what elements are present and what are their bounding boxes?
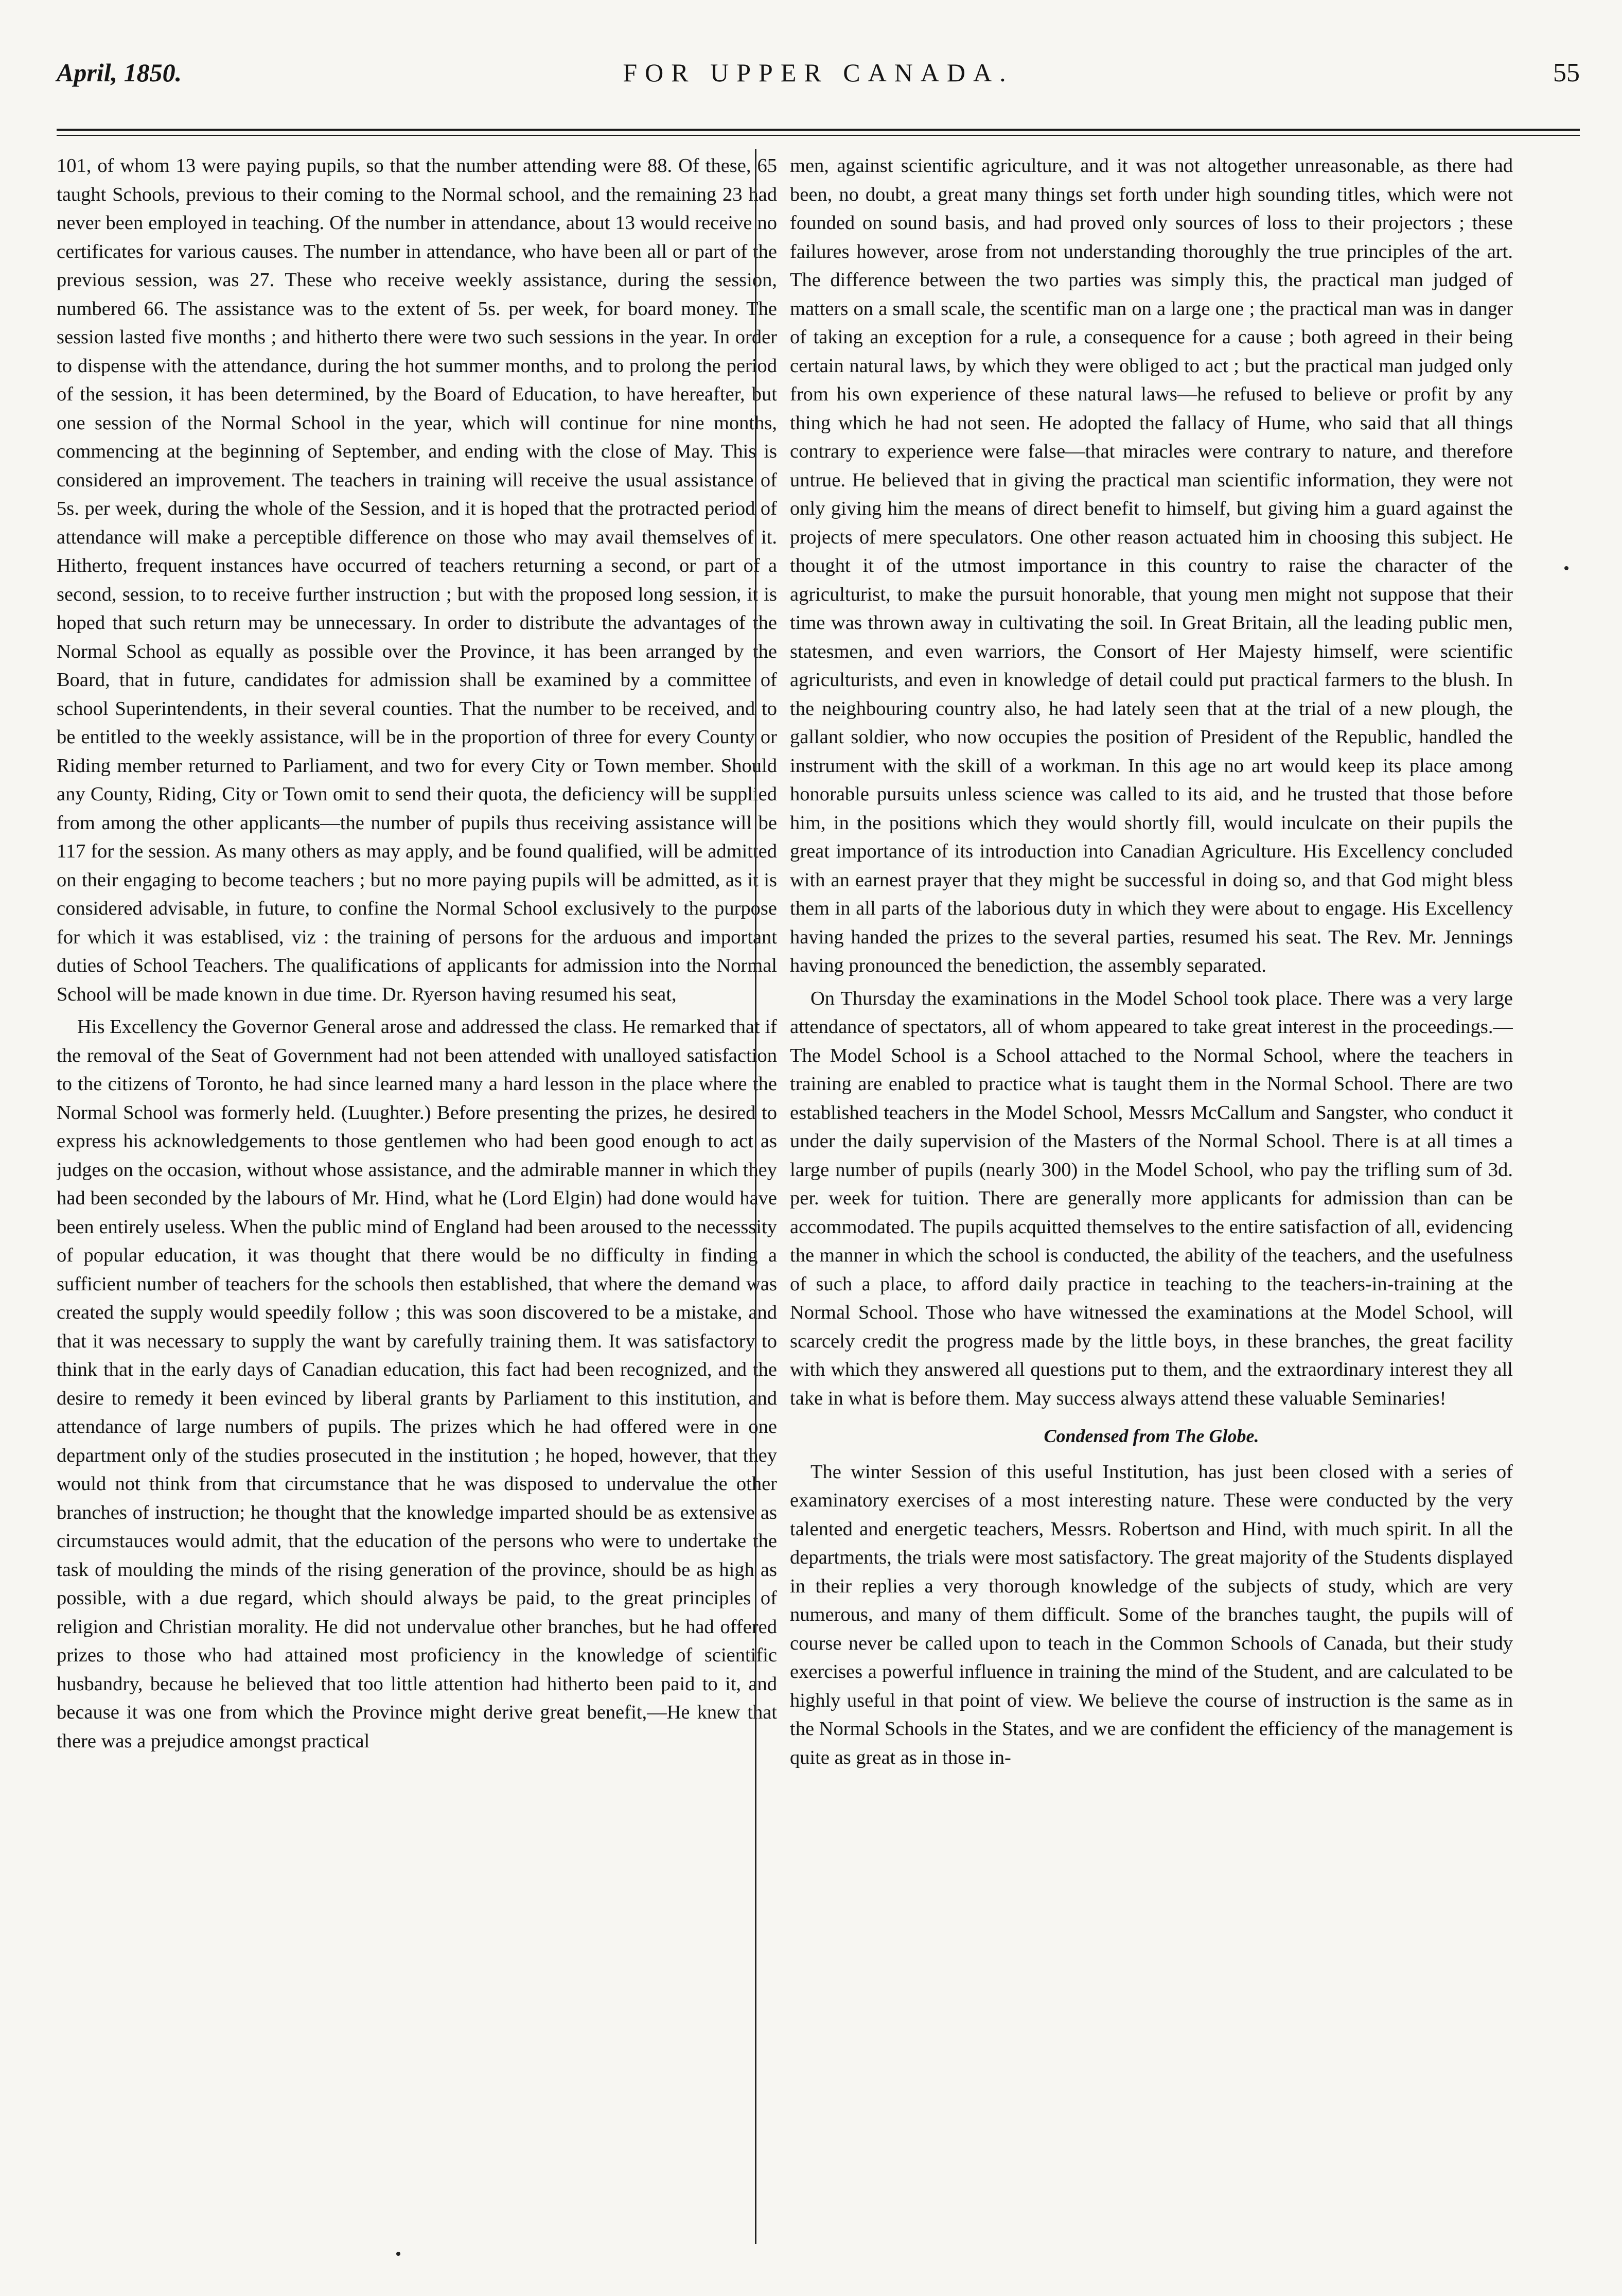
header-date: April, 1850. [57, 58, 182, 87]
page-number: 55 [1553, 58, 1580, 87]
header-rule-thin [57, 135, 1580, 136]
column-divider [755, 149, 756, 2244]
section-heading: Condensed from The Globe. [1044, 1426, 1259, 1446]
right-paragraph-1: men, against scientific agriculture, and it was not altogether unreasonable, as there had been, no doubt, a great many things set forth under high sounding titles, which were not founded on sound basis, and had proved only sources of loss to their projectors ; these failures however, arose from not understanding thoroughly the true principles of the art. The difference between the two parties was simply this, the practical man judged of matters on a small scale, the scentific man on a large one ; the practical man was in danger of taking an exception for a rule, a consequence for a cause ; both agreed in their being certain natural laws, by which they were obliged to act ; but the practical man judged only from his own experience of these natural laws—he refused to believe or profit by any thing which he had not seen. He adopted the fallacy of Hume, who said that all things contrary to experience were false—that miracles were contrary to nature, and therefore untrue. He believed that in giving the practical man scientific information, they were not only giving him the means of direct benefit to himself, but giving him a guard against the projects of mere speculators. One other reason actuated him in choosing this subject. He thought it of the utmost importance in this country to raise the character of the agriculturist, to make the pursuit honorable, that young men might not suppose that their time was thrown away in cultivating the soil. In Great Britain, all the leading public men, statesmen, and even warriors, the Consort of Her Majesty himself, were scientific agriculturists, and even in knowledge of detail could put practical farmers to the blush. In the neighbouring country also, he had lately seen that at the trial of a new plough, the gallant soldier, who now occupies the position of President of the Republic, handled the instrument with the skill of a workman. In this age no art would keep its place among honorable pursuits unless science was called to its aid, and he trusted that those before him, in the positions which they would shortly fill, would inculcate on their pupils the great importance of its introduction into Canadian Agriculture. His Excellency concluded with an earnest prayer that they might be successful in doing so, and that God might bless them in all parts of the laborious duty in which they were about to engage. His Excellency having handed the prizes to the several parties, resumed his seat. The Rev. Mr. Jennings having pronounced the benediction, the assembly separated. [790, 155, 1513, 976]
left-paragraph-2: His Excellency the Governor General arose and addressed the class. He remarked that if the removal of the Seat of Government had not been attended with unalloyed satisfaction to the citizens of Toronto, he had since learned many a hard lesson in the place where the Normal School was formerly held. (Luughter.) Before presenting the prizes, he desired to express his acknowledgements to those gentlemen who had been good enough to act as judges on the occasion, without whose assistance, and the admirable manner in which they had been seconded by the labours of Mr. Hind, what he (Lord Elgin) had done would have been entirely useless. When the public mind of England had been aroused to the necesssity of popular education, it was thought that there would be no difficulty in finding a sufficient number of teachers for the schools then established, that where the demand was created the supply would speedily follow ; this was soon discovered to be a mistake, and that it was necessary to supply the want by carefully training them. It was satisfactory to think that in the early days of Canadian education, this fact had been recognized, and the desire to remedy it been evinced by liberal grants by Parliament to this institution, and attendance of large numbers of pupils. The prizes which he had offered were in one department only of the studies prosecuted in the institution ; he hoped, however, that they would not think from that circumstance that he was disposed to undervalue the other branches of instruction; he thought that the knowledge imparted should be as extensive as circumstauces would admit, that the education of the persons who were to undertake the task of moulding the minds of the rising generation of the province, should be as high as possible, with a due regard, which should always be paid, to the great principles of religion and Christian morality. He did not undervalue other branches, but he had offered prizes to those who had attained most proficiency in the knowledge of scientific husbandry, because he believed that too little attention had hitherto been paid to it, and because it was one from which the Province might derive great benefit,—He knew that there was a prejudice amongst practical [57, 1016, 777, 1752]
right-column [790, 152, 1513, 2241]
left-column [57, 152, 777, 2241]
right-paragraph-2: On Thursday the examinations in the Model School took place. There was a very large attendance of spectators, all of whom appeared to take great interest in the proceedings.—The Model School is a School attached to the Normal School, where the teachers in training are enabled to practice what is taught them in the Normal School. There are two established teachers in the Model School, Messrs McCallum and Sangster, who conduct it under the daily supervision of the Masters of the Normal School. There is at all times a large number of pupils (nearly 300) in the Model School, who pay the trifling sum of 3d. per. week for tuition. There are generally more applicants for admission than can be accommodated. The pupils acquitted themselves to the entire satisfaction of all, evidencing the manner in which the school is conducted, the ability of the teachers, and the usefulness of such a place, to afford daily practice in teaching to the teachers-in-training at the Normal School. Those who have witnessed the examinations at the Model School, will scarcely credit the progress made by the little boys, in these branches, the great facility with which they answered all questions put to them, and the extraordinary interest they all take in what is before them. May success always attend these valuable Seminaries! [790, 987, 1513, 1409]
header-rule-thick [57, 129, 1580, 131]
right-paragraph-3: The winter Session of this useful Institution, has just been closed with a series of examinatory exercises of a most interesting nature. These were conducted by the very talented and energetic teachers, Messrs. Robertson and Hind, with much spirit. In all the departments, the trials were most satisfactory. The great majority of the Students displayed in their replies a very thorough knowledge of the subjects of study, which are very numerous, and many of them difficult. Some of the branches taught, the pupils will of course never be called upon to teach in the Common Schools of Canada, but their study exercises a powerful influence in training the mind of the Student, and are calculated to be highly useful in that point of view. We believe the course of instruction is the same as in the Normal Schools in the States, and we are confident the efficiency of the management is quite as great as in those in- [790, 1461, 1513, 1768]
margin-mark [396, 2252, 400, 2256]
page-header [57, 58, 1580, 104]
left-paragraph-1: 101, of whom 13 were paying pupils, so that the number attending were 88. Of these, 65 taught Schools, previous to their coming to the Normal school, and the remaining 23 had never been employed in teaching. Of the number in attendance, about 13 would receive no certificates for various causes. The number in attendance, who have been all or part of the previous session, was 27. These who receive weekly assistance, during the session, numbered 66. The assistance was to the extent of 5s. per week, for board money. The session lasted five months ; and hitherto there were two such sessions in the year. In order to dispense with the attendance, during the hot summer months, and to prolong the period of the session, it has been determined, by the Board of Education, to have hereafter, but one session of the Normal School in the year, which will continue for nine months, commencing at the beginning of September, and ending with the close of May. This is considered an improvement. The teachers in training will receive the usual assistance of 5s. per week, during the whole of the Session, and it is hoped that the protracted period of attendance will make a perceptible difference on those who may avail themselves of it. Hitherto, frequent instances have occurred of teachers returning a second, or part of a second, session, to to receive further instruction ; but with the proposed long session, it is hoped that such return may be unnecessary. In order to distribute the advantages of the Normal School as equally as possible over the Province, it has been arranged by the Board, that in future, candidates for admission shall be examined by a committee of school Superintendents, in their several counties. That the number to be received, and to be entitled to the weekly assistance, will be in the proportion of three for every County or Riding member returned to Parliament, and two for every City or Town member. Should any County, Riding, City or Town omit to send their quota, the deficiency will be supplied from among the other applicants—the number of pupils thus receiving assistance will be 117 for the session. As many others as may apply, and be found qualified, will be admitted on their engaging to become teachers ; but no more paying pupils will be admitted, as it is considered advisable, in future, to confine the Normal School exclusively to the purpose for which it was establised, viz : the training of persons for the arduous and important duties of School Teachers. The qualifications of applicants for admission into the Normal School will be made known in due time. Dr. Ryerson having resumed his seat, [57, 155, 777, 1005]
header-title: FOR UPPER CANADA. [623, 58, 1014, 87]
margin-mark [1564, 566, 1568, 570]
